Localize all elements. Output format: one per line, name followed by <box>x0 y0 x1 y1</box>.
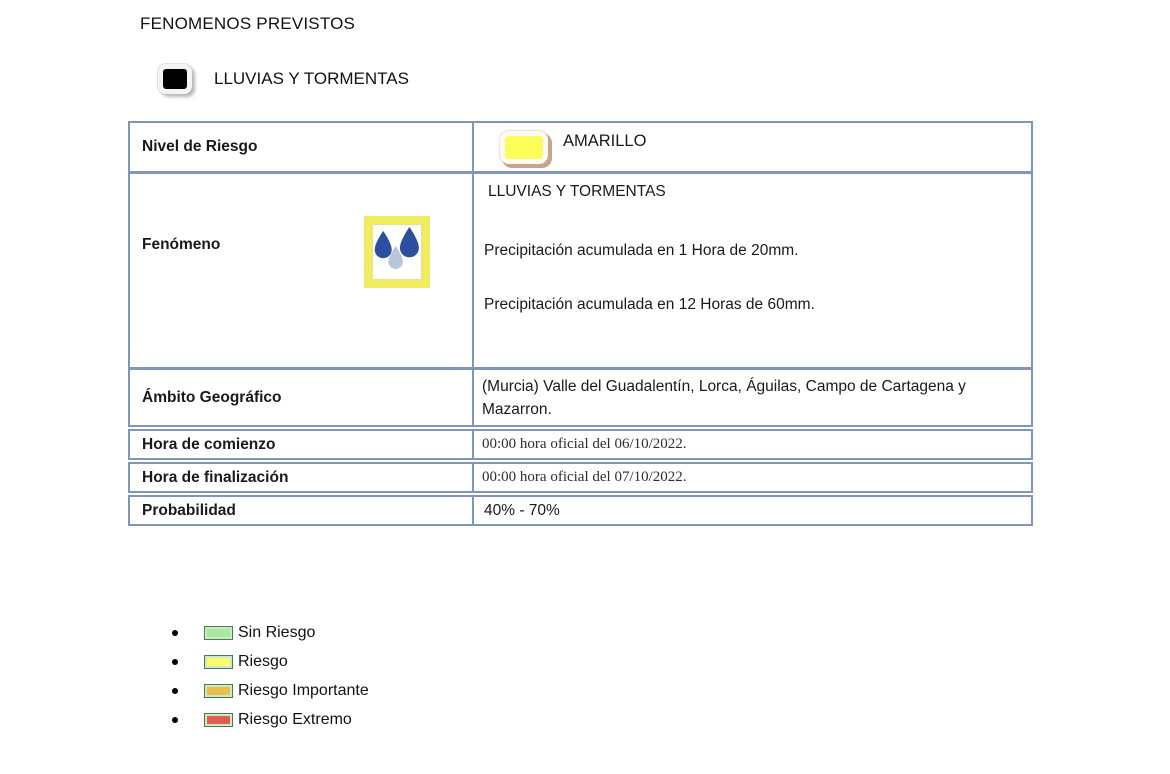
table-row-ambito-geografico <box>130 370 1031 425</box>
legend-item-riesgo-importante <box>172 676 369 705</box>
rain-drop-left <box>375 231 392 258</box>
risk-level-value: AMARILLO <box>563 132 647 150</box>
table-row-fenomeno <box>130 174 1031 370</box>
risk-table-main <box>128 121 1033 427</box>
sin-riesgo-swatch-icon <box>204 626 233 640</box>
riesgo-extremo-swatch-icon <box>204 713 233 727</box>
table-row-nivel-de-riesgo <box>130 123 1031 174</box>
table-row-hora-comienzo <box>128 429 1033 460</box>
legend-item-sin-riesgo <box>172 618 369 647</box>
riesgo-swatch-icon <box>204 655 233 669</box>
nivel-de-riesgo-label: Nivel de Riesgo <box>130 123 474 171</box>
legend-label: Riesgo Importante <box>238 681 369 699</box>
hora-comienzo-label: Hora de comienzo <box>130 431 474 458</box>
legend-item-riesgo <box>172 647 369 676</box>
fenomeno-line-precip-12h: Precipitación acumulada en 12 Horas de 60mm. <box>484 296 815 313</box>
risk-level-yellow-icon <box>500 131 548 164</box>
fenomeno-line-title: LLUVIAS Y TORMENTAS <box>488 183 666 200</box>
legend-label: Sin Riesgo <box>238 623 316 641</box>
fenomeno-label: Fenómeno <box>142 236 221 253</box>
ambito-geografico-value: (Murcia) Valle del Guadalentín, Lorca, Águilas, Campo de Cartagena y Mazarron. <box>482 378 966 418</box>
fenomeno-label-cell <box>130 174 474 367</box>
risk-table <box>128 121 1033 526</box>
hora-finalizacion-value: 00:00 hora oficial del 07/10/2022. <box>482 469 687 485</box>
table-row-hora-finalizacion <box>128 462 1033 493</box>
rain-drop-right <box>400 227 419 257</box>
hora-finalizacion-label: Hora de finalización <box>130 464 474 491</box>
phenomenon-header <box>158 64 409 94</box>
legend-label: Riesgo Extremo <box>238 710 352 728</box>
bullet-icon <box>172 630 178 636</box>
phenomenon-header-label: LLUVIAS Y TORMENTAS <box>214 69 409 88</box>
legend-label: Riesgo <box>238 652 288 670</box>
legend-item-riesgo-extremo <box>172 705 369 734</box>
probabilidad-value: 40% - 70% <box>484 501 560 519</box>
probabilidad-label: Probabilidad <box>130 497 474 524</box>
hora-comienzo-value: 00:00 hora oficial del 06/10/2022. <box>482 436 687 452</box>
black-square-icon <box>158 64 192 94</box>
nivel-de-riesgo-value-cell <box>474 123 1031 171</box>
page-title: FENOMENOS PREVISTOS <box>140 14 356 33</box>
ambito-geografico-label: Ámbito Geográfico <box>130 370 474 425</box>
bullet-icon <box>172 717 178 723</box>
bullet-icon <box>172 659 178 665</box>
fenomeno-line-precip-1h: Precipitación acumulada en 1 Hora de 20mm. <box>484 242 799 259</box>
riesgo-importante-swatch-icon <box>204 684 233 698</box>
table-row-probabilidad <box>128 495 1033 526</box>
risk-legend <box>172 618 369 734</box>
rain-drops-icon <box>364 216 430 288</box>
bullet-icon <box>172 688 178 694</box>
fenomeno-value-cell <box>474 174 1031 367</box>
